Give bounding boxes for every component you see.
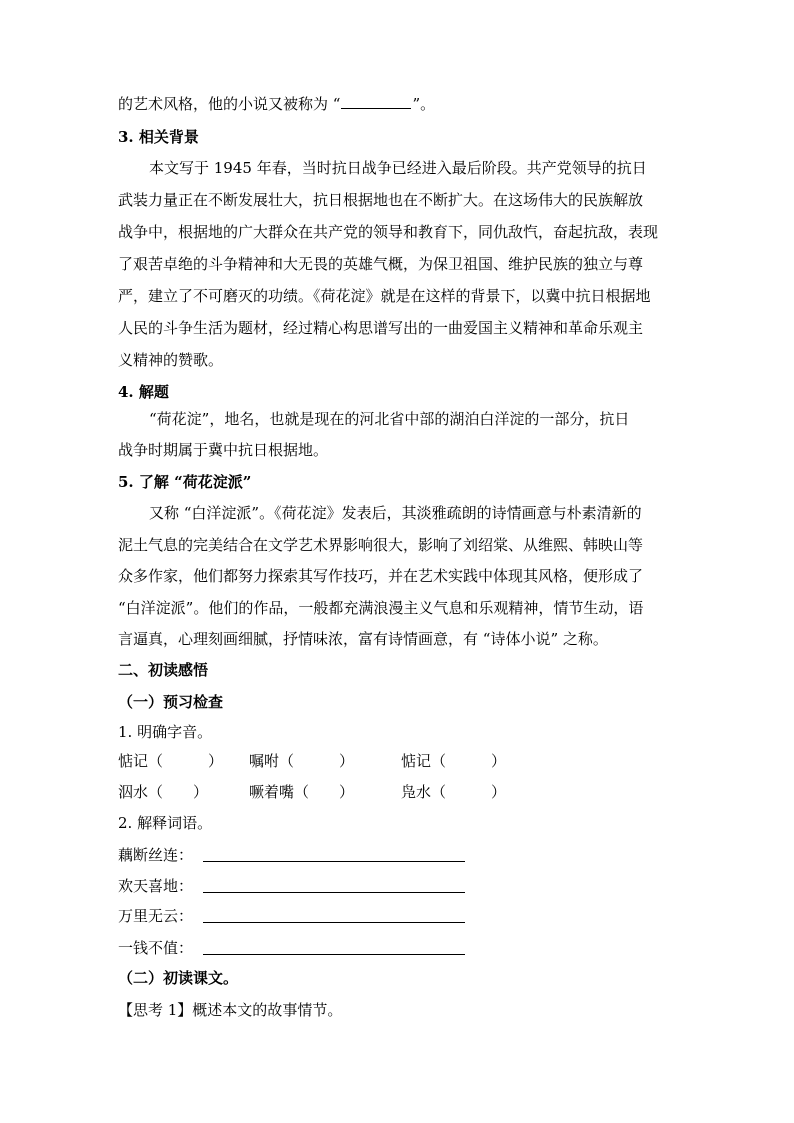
paragraph-line: 严，建立了不可磨灭的功绩。《荷花淀》就是在这样的背景下，以冀中抗日根据地 (118, 287, 651, 305)
intro-text-end: ”。 (412, 95, 436, 113)
paragraph-line: “荷花淀”，地名，也就是现在的河北省中部的湖泊白洋淀的一部分，抗日 (149, 410, 630, 428)
pronunciation-item[interactable]: 泅水（ ） (118, 783, 209, 801)
term-answer-line[interactable] (203, 861, 465, 862)
term-label: 欢天喜地： (118, 877, 194, 895)
paragraph-line: 义精神的赞歌。 (118, 351, 224, 369)
question-1-label: 1. 明确字音。 (118, 723, 213, 741)
paragraph-line: 战争中，根据地的广大群众在共产党的领导和教育下，同仇敌忾，奋起抗敌，表现 (118, 223, 659, 241)
part-2-heading: 二、初读感悟 (118, 661, 209, 679)
section-4-heading: 4. 解题 (118, 383, 169, 401)
term-label: 一钱不值： (118, 939, 194, 957)
subsection-2-heading: （二）初读课文。 (118, 969, 239, 987)
paragraph-line: “白洋淀派”。他们的作品，一般都充满浪漫主义气息和乐观精神，情节生动，语 (118, 599, 644, 617)
paragraph-line: 战争时期属于冀中抗日根据地。 (118, 441, 329, 459)
pronunciation-item[interactable]: 嘱咐（ ） (249, 752, 355, 770)
paragraph-line: 人民的斗争生活为题材，经过精心构思谱写出的一曲爱国主义精神和革命乐观主 (118, 319, 644, 337)
pronunciation-item[interactable]: 噘着嘴（ ） (249, 783, 355, 801)
paragraph-line: 又称 “白洋淀派”。《荷花淀》发表后，其淡雅疏朗的诗情画意与朴素清新的 (149, 504, 642, 522)
term-label: 万里无云： (118, 907, 194, 925)
paragraph-line: 了艰苦卓绝的斗争精神和大无畏的英雄气概，为保卫祖国、维护民族的独立与尊 (118, 255, 644, 273)
paragraph-line: 本文写于 1945 年春，当时抗日战争已经进入最后阶段。共产党领导的抗日 (149, 159, 647, 177)
pronunciation-item[interactable]: 惦记（ ） (118, 752, 224, 770)
think-question-1: 【思考 1】概述本文的故事情节。 (118, 1001, 343, 1019)
subsection-1-heading: （一）预习检查 (118, 693, 224, 711)
paragraph-line: 众多作家，他们都努力探索其写作技巧，并在艺术实践中体现其风格，便形成了 (118, 567, 644, 585)
term-label: 藕断丝连： (118, 846, 194, 864)
intro-line (118, 94, 678, 114)
section-3-heading: 3. 相关背景 (118, 128, 199, 146)
term-answer-line[interactable] (203, 954, 465, 955)
paragraph-line: 言逼真，心理刻画细腻，抒情味浓，富有诗情画意，有 “诗体小说” 之称。 (118, 630, 608, 648)
term-answer-line[interactable] (203, 922, 465, 923)
intro-text: 的艺术风格，他的小说又被称为 “ (118, 95, 341, 113)
paragraph-line: 泥土气息的完美结合在文学艺术界影响很大，影响了刘绍棠、从维熙、韩映山等 (118, 536, 644, 554)
term-answer-line[interactable] (203, 892, 465, 893)
pronunciation-item[interactable]: 惦记（ ） (401, 752, 507, 770)
question-2-label: 2. 解释词语。 (118, 814, 213, 832)
paragraph-line: 武装力量正在不断发展壮大，抗日根据地也在不断扩大。在这场伟大的民族解放 (118, 191, 644, 209)
answer-blank[interactable] (341, 94, 411, 109)
section-5-heading: 5. 了解 “荷花淀派” (118, 473, 252, 491)
pronunciation-item[interactable]: 凫水（ ） (401, 783, 507, 801)
